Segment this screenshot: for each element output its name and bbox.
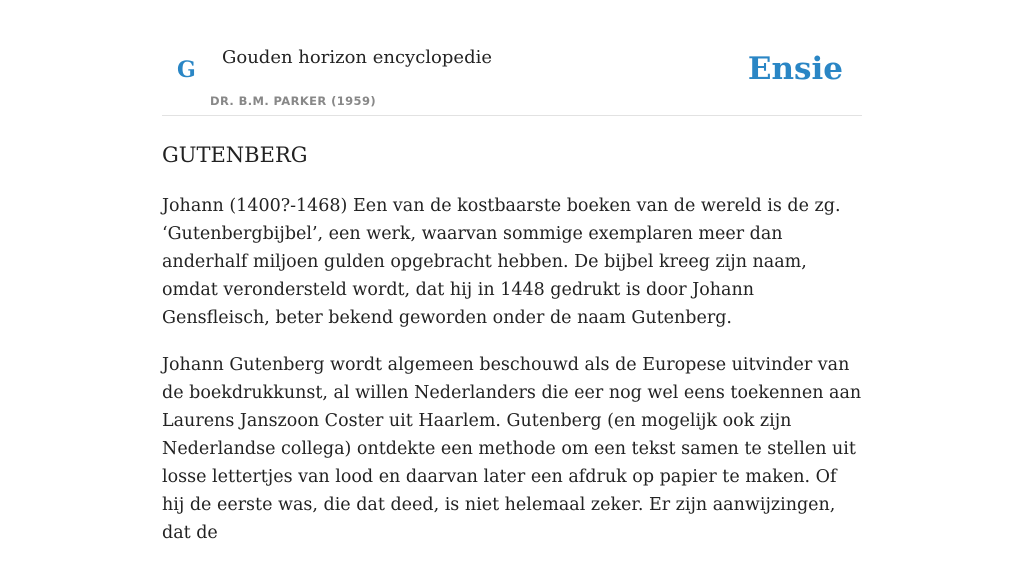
page-title: GUTENBERG — [162, 143, 308, 167]
author-label: DR. B.M. PARKER (1959) — [210, 94, 377, 108]
book-title-link[interactable]: Gouden horizon encyclopedie — [222, 47, 492, 68]
ensie-logo[interactable]: Ensie — [747, 51, 843, 87]
page-content — [162, 0, 862, 543]
book-logo[interactable]: G — [177, 57, 196, 83]
article-paragraph: Johann Gutenberg wordt algemeen beschouwd als de Europese uitvinder van de boekdrukkunst, al willen Nederlanders die eer nog wel eens toekennen aan Laurens Janszoon Coster uit Haarlem. Gutenberg (en mogelijk ook zijn Nederlandse collega) ontdekte een methode om een tekst samen te stellen uit losse lettertjes van lood en daarvan later een afdruk op papier te maken. Of hij de eerste was, die dat deed, is niet helemaal zeker. Er zijn aanwijzingen, dat de — [162, 355, 862, 543]
article-body — [162, 192, 862, 566]
article-paragraph: Johann (1400?-1468) Een van de kostbaarste boeken van de wereld is de zg. ‘Gutenbergbijbel’, een werk, waarvan sommige exemplaren meer dan anderhalf miljoen gulden opgebracht hebben. De bijbel kreeg zijn naam, omdat verondersteld wordt, dat hij in 1448 gedrukt is door Johann Gensfleisch, beter bekend geworden onder de naam Gutenberg. — [162, 196, 841, 328]
page-header — [162, 0, 862, 116]
